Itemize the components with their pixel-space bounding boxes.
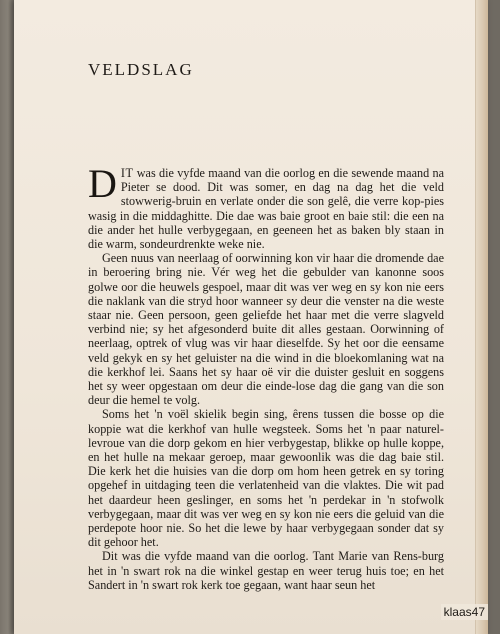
page-edge <box>475 0 488 634</box>
paragraph-1 <box>88 161 444 252</box>
first-word-rest: IT <box>120 166 134 180</box>
paragraph-4: Dit was die vyfde maand van die oorlog. Tant Marie van Rens-burg het in 'n swart rok na die winkel gestap en weer terug huis toe; en het Sandert in 'n swart rok kerk toe gegaan, want haar seun het <box>88 549 444 592</box>
paragraph-2: Geen nuus van neerlaag of oorwinning kon vir haar die dromende dae in beroering bring nie. Vér weg het die gebulder van kanonne soos golwe oor die heuwels gespoel, maar dit was ver weg en sy kon nie eers die naklank van die stryd hoor wanneer sy deur die venster na die weste staar nie. Geen persoon, geen geliefde het haar met die verre slagveld verbind nie; sy het afgesonderd buite dit alles gestaan. Oorwinning of neerlaag, optrek of vlug was vir haar dieselfde. Sy het oor die eensame veld gekyk en sy het geluister na die wind in die bloekomlaning wat na die kerkhof lei. Saans het sy haar oë vir die duister gesluit en soggens het sy weer opgestaan om deur die einde-lose dag die gang van die son deur die hemel te volg. <box>88 251 444 408</box>
book-page <box>14 0 488 634</box>
body-text <box>88 161 444 592</box>
paragraph-1-text: was die vyfde maand van die oorlog en die sewende maand na Pieter se dood. Dit was somer, en dag na dag het die veld stowwerig-bruin en verlate onder die son gelê, die verre kop-pies wasig in die middaghitte. Die dae was baie groot en baie stil: die een na die ander het hulle verbygegaan, en geeneen het as baken bly staan in die warm, sondeurdrenkte weke nie. <box>88 166 444 252</box>
watermark: klaas47 <box>441 604 488 620</box>
drop-cap: D <box>88 161 117 206</box>
chapter-title: VELDSLAG <box>88 60 194 79</box>
paragraph-3: Soms het 'n voël skielik begin sing, êrens tussen die bosse op die koppie wat die kerkhof van hulle wegsteek. Soms het 'n paar naturel-levroue van die dorp gekom en hier verbygestap, blikke op hulle koppe, en het hulle na mekaar geroep, maar gewoonlik was die dag baie stil. Die kerk het die huisies van die dorp om hom heen getrek en sy toring opgehef in uitdaging teen die verlatenheid van die vlaktes. Die wit pad het daardeur heen geslinger, en soms het 'n perdekar in 'n stofwolk verbygegaan, maar dit was ver weg en sy kon nie eers die geluid van die perdepote hoor nie. So het die lewe by haar verbygegaan sonder dat sy dit gehoor het. <box>88 407 444 550</box>
